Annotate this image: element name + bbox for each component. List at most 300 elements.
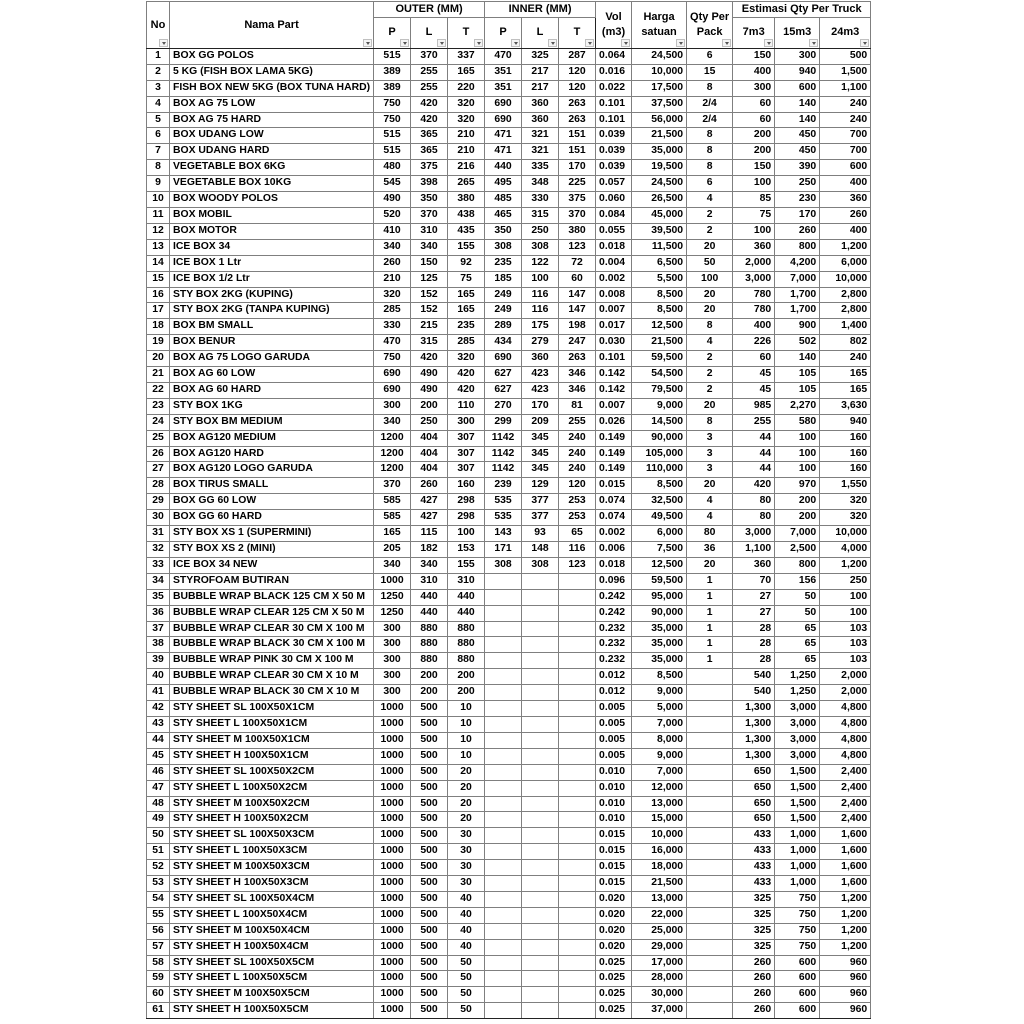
cell-outer-t[interactable]: 100 [448, 526, 485, 542]
cell-name[interactable]: ICE BOX 34 [170, 239, 374, 255]
cell-outer-p[interactable]: 585 [374, 510, 411, 526]
cell-price[interactable]: 29,000 [632, 939, 687, 955]
cell-inner-p[interactable]: 299 [485, 414, 522, 430]
cell-outer-l[interactable]: 500 [411, 939, 448, 955]
cell-qty-per-pack[interactable]: 4 [687, 335, 733, 351]
cell-vol[interactable]: 0.005 [596, 732, 632, 748]
cell-truck-7m3[interactable]: 325 [733, 891, 775, 907]
cell-inner-p[interactable] [485, 796, 522, 812]
cell-price[interactable]: 26,500 [632, 192, 687, 208]
cell-outer-l[interactable]: 420 [411, 112, 448, 128]
cell-truck-7m3[interactable]: 1,100 [733, 542, 775, 558]
cell-outer-l[interactable]: 152 [411, 287, 448, 303]
cell-truck-15m3[interactable]: 1,500 [775, 796, 820, 812]
filter-dropdown-icon[interactable] [511, 39, 520, 47]
cell-outer-l[interactable]: 880 [411, 637, 448, 653]
cell-truck-7m3[interactable]: 44 [733, 462, 775, 478]
cell-inner-l[interactable] [522, 780, 559, 796]
cell-inner-t[interactable] [559, 764, 596, 780]
cell-name[interactable]: BOX WOODY POLOS [170, 192, 374, 208]
cell-qty-per-pack[interactable]: 36 [687, 542, 733, 558]
cell-outer-p[interactable]: 490 [374, 192, 411, 208]
cell-name[interactable]: STY SHEET L 100X50X4CM [170, 907, 374, 923]
cell-inner-t[interactable] [559, 812, 596, 828]
cell-vol[interactable]: 0.015 [596, 876, 632, 892]
cell-outer-p[interactable]: 545 [374, 176, 411, 192]
cell-qty-per-pack[interactable] [687, 764, 733, 780]
cell-inner-l[interactable]: 360 [522, 351, 559, 367]
cell-inner-l[interactable] [522, 669, 559, 685]
cell-outer-l[interactable]: 215 [411, 319, 448, 335]
cell-name[interactable]: ICE BOX 1/2 Ltr [170, 271, 374, 287]
cell-truck-15m3[interactable]: 1,500 [775, 812, 820, 828]
cell-inner-t[interactable] [559, 971, 596, 987]
cell-outer-p[interactable]: 585 [374, 494, 411, 510]
cell-name[interactable]: VEGETABLE BOX 10KG [170, 176, 374, 192]
cell-inner-l[interactable]: 423 [522, 382, 559, 398]
cell-vol[interactable]: 0.232 [596, 637, 632, 653]
cell-inner-l[interactable] [522, 732, 559, 748]
cell-truck-15m3[interactable]: 140 [775, 96, 820, 112]
cell-inner-p[interactable]: 171 [485, 542, 522, 558]
cell-truck-24m3[interactable]: 320 [820, 510, 871, 526]
cell-price[interactable]: 18,000 [632, 860, 687, 876]
cell-inner-t[interactable] [559, 780, 596, 796]
cell-qty-per-pack[interactable] [687, 987, 733, 1003]
cell-inner-l[interactable]: 100 [522, 271, 559, 287]
cell-price[interactable]: 21,500 [632, 128, 687, 144]
cell-price[interactable]: 21,500 [632, 335, 687, 351]
cell-inner-t[interactable]: 287 [559, 48, 596, 64]
cell-inner-p[interactable] [485, 573, 522, 589]
cell-truck-24m3[interactable]: 1,600 [820, 860, 871, 876]
cell-truck-24m3[interactable]: 1,200 [820, 923, 871, 939]
cell-no[interactable]: 22 [147, 382, 170, 398]
cell-truck-24m3[interactable]: 103 [820, 653, 871, 669]
cell-inner-l[interactable]: 348 [522, 176, 559, 192]
cell-truck-24m3[interactable]: 400 [820, 223, 871, 239]
cell-vol[interactable]: 0.242 [596, 605, 632, 621]
table-row[interactable] [147, 192, 871, 208]
cell-inner-p[interactable]: 289 [485, 319, 522, 335]
cell-outer-l[interactable]: 490 [411, 382, 448, 398]
cell-price[interactable]: 13,000 [632, 796, 687, 812]
cell-truck-15m3[interactable]: 600 [775, 987, 820, 1003]
cell-qty-per-pack[interactable] [687, 971, 733, 987]
cell-outer-l[interactable]: 440 [411, 605, 448, 621]
cell-outer-t[interactable]: 307 [448, 462, 485, 478]
cell-truck-7m3[interactable]: 60 [733, 351, 775, 367]
cell-inner-p[interactable] [485, 605, 522, 621]
cell-truck-15m3[interactable]: 600 [775, 1003, 820, 1019]
cell-truck-24m3[interactable]: 4,800 [820, 701, 871, 717]
cell-inner-p[interactable] [485, 860, 522, 876]
cell-no[interactable]: 31 [147, 526, 170, 542]
cell-truck-7m3[interactable]: 400 [733, 64, 775, 80]
cell-truck-15m3[interactable]: 230 [775, 192, 820, 208]
cell-vol[interactable]: 0.015 [596, 478, 632, 494]
cell-truck-24m3[interactable]: 103 [820, 637, 871, 653]
cell-inner-t[interactable] [559, 844, 596, 860]
table-row[interactable] [147, 351, 871, 367]
cell-inner-p[interactable]: 143 [485, 526, 522, 542]
cell-no[interactable]: 3 [147, 80, 170, 96]
cell-truck-7m3[interactable]: 255 [733, 414, 775, 430]
cell-no[interactable]: 24 [147, 414, 170, 430]
cell-outer-t[interactable]: 50 [448, 987, 485, 1003]
cell-qty-per-pack[interactable]: 4 [687, 510, 733, 526]
cell-outer-l[interactable]: 500 [411, 876, 448, 892]
cell-truck-15m3[interactable]: 7,000 [775, 271, 820, 287]
cell-inner-l[interactable]: 345 [522, 462, 559, 478]
cell-qty-per-pack[interactable]: 8 [687, 414, 733, 430]
cell-price[interactable]: 35,000 [632, 621, 687, 637]
cell-outer-t[interactable]: 200 [448, 669, 485, 685]
cell-name[interactable]: STY BOX XS 1 (SUPERMINI) [170, 526, 374, 542]
cell-no[interactable]: 47 [147, 780, 170, 796]
cell-inner-p[interactable]: 485 [485, 192, 522, 208]
cell-price[interactable]: 10,000 [632, 64, 687, 80]
cell-outer-p[interactable]: 1000 [374, 876, 411, 892]
cell-vol[interactable]: 0.142 [596, 382, 632, 398]
cell-truck-15m3[interactable]: 105 [775, 382, 820, 398]
cell-qty-per-pack[interactable]: 2 [687, 223, 733, 239]
cell-vol[interactable]: 0.015 [596, 860, 632, 876]
cell-truck-15m3[interactable]: 1,250 [775, 669, 820, 685]
cell-name[interactable]: STY SHEET SL 100X50X2CM [170, 764, 374, 780]
cell-name[interactable]: BOX AG120 MEDIUM [170, 430, 374, 446]
cell-name[interactable]: STY SHEET L 100X50X3CM [170, 844, 374, 860]
cell-inner-p[interactable]: 235 [485, 255, 522, 271]
cell-name[interactable]: STY SHEET M 100X50X5CM [170, 987, 374, 1003]
cell-inner-t[interactable] [559, 653, 596, 669]
cell-truck-24m3[interactable]: 960 [820, 1003, 871, 1019]
cell-inner-l[interactable]: 116 [522, 303, 559, 319]
cell-name[interactable]: BUBBLE WRAP CLEAR 30 CM X 10 M [170, 669, 374, 685]
cell-price[interactable]: 35,000 [632, 637, 687, 653]
cell-qty-per-pack[interactable] [687, 955, 733, 971]
cell-inner-l[interactable] [522, 987, 559, 1003]
cell-truck-24m3[interactable]: 160 [820, 462, 871, 478]
cell-truck-15m3[interactable]: 1,000 [775, 876, 820, 892]
cell-truck-24m3[interactable]: 2,400 [820, 780, 871, 796]
cell-name[interactable]: BUBBLE WRAP BLACK 30 CM X 10 M [170, 685, 374, 701]
cell-inner-l[interactable]: 321 [522, 128, 559, 144]
cell-outer-t[interactable]: 20 [448, 796, 485, 812]
cell-truck-24m3[interactable]: 940 [820, 414, 871, 430]
cell-inner-t[interactable] [559, 589, 596, 605]
cell-no[interactable]: 35 [147, 589, 170, 605]
cell-truck-15m3[interactable]: 900 [775, 319, 820, 335]
cell-qty-per-pack[interactable]: 2 [687, 367, 733, 383]
cell-no[interactable]: 5 [147, 112, 170, 128]
cell-outer-p[interactable]: 1000 [374, 939, 411, 955]
cell-qty-per-pack[interactable]: 4 [687, 192, 733, 208]
cell-inner-p[interactable]: 690 [485, 351, 522, 367]
cell-inner-p[interactable] [485, 764, 522, 780]
cell-inner-p[interactable] [485, 971, 522, 987]
cell-truck-7m3[interactable]: 400 [733, 319, 775, 335]
cell-qty-per-pack[interactable]: 100 [687, 271, 733, 287]
cell-inner-p[interactable]: 308 [485, 239, 522, 255]
cell-truck-24m3[interactable]: 1,500 [820, 64, 871, 80]
cell-outer-t[interactable]: 155 [448, 239, 485, 255]
cell-inner-t[interactable] [559, 828, 596, 844]
cell-outer-p[interactable]: 300 [374, 637, 411, 653]
cell-no[interactable]: 49 [147, 812, 170, 828]
cell-outer-p[interactable]: 1000 [374, 828, 411, 844]
table-row[interactable] [147, 621, 871, 637]
table-row[interactable] [147, 287, 871, 303]
cell-outer-t[interactable]: 50 [448, 1003, 485, 1019]
cell-outer-t[interactable]: 210 [448, 128, 485, 144]
cell-qty-per-pack[interactable]: 8 [687, 160, 733, 176]
cell-outer-p[interactable]: 330 [374, 319, 411, 335]
cell-truck-15m3[interactable]: 4,200 [775, 255, 820, 271]
table-row[interactable] [147, 382, 871, 398]
cell-inner-t[interactable]: 116 [559, 542, 596, 558]
cell-truck-7m3[interactable]: 70 [733, 573, 775, 589]
cell-qty-per-pack[interactable]: 1 [687, 573, 733, 589]
cell-truck-7m3[interactable]: 325 [733, 907, 775, 923]
table-row[interactable] [147, 510, 871, 526]
cell-name[interactable]: STY SHEET M 100X50X2CM [170, 796, 374, 812]
cell-truck-15m3[interactable]: 260 [775, 223, 820, 239]
cell-inner-l[interactable]: 93 [522, 526, 559, 542]
cell-no[interactable]: 54 [147, 891, 170, 907]
cell-truck-7m3[interactable]: 260 [733, 971, 775, 987]
cell-vol[interactable]: 0.012 [596, 669, 632, 685]
cell-outer-l[interactable]: 500 [411, 907, 448, 923]
cell-inner-l[interactable]: 360 [522, 112, 559, 128]
cell-no[interactable]: 27 [147, 462, 170, 478]
cell-inner-p[interactable]: 434 [485, 335, 522, 351]
table-row[interactable] [147, 526, 871, 542]
cell-truck-7m3[interactable]: 260 [733, 1003, 775, 1019]
cell-truck-15m3[interactable]: 2,500 [775, 542, 820, 558]
cell-inner-l[interactable]: 377 [522, 510, 559, 526]
cell-truck-15m3[interactable]: 600 [775, 971, 820, 987]
cell-vol[interactable]: 0.232 [596, 653, 632, 669]
cell-truck-24m3[interactable]: 1,550 [820, 478, 871, 494]
cell-outer-p[interactable]: 750 [374, 351, 411, 367]
cell-outer-t[interactable]: 40 [448, 891, 485, 907]
cell-inner-t[interactable]: 247 [559, 335, 596, 351]
cell-truck-7m3[interactable]: 780 [733, 303, 775, 319]
cell-vol[interactable]: 0.022 [596, 80, 632, 96]
cell-truck-15m3[interactable]: 200 [775, 494, 820, 510]
cell-truck-15m3[interactable]: 170 [775, 207, 820, 223]
filter-dropdown-icon[interactable] [764, 39, 773, 47]
cell-outer-l[interactable]: 404 [411, 430, 448, 446]
cell-name[interactable]: BOX AG 60 HARD [170, 382, 374, 398]
cell-inner-p[interactable] [485, 748, 522, 764]
cell-outer-p[interactable]: 1000 [374, 780, 411, 796]
cell-qty-per-pack[interactable]: 3 [687, 462, 733, 478]
cell-name[interactable]: STY SHEET M 100X50X3CM [170, 860, 374, 876]
cell-inner-t[interactable]: 123 [559, 239, 596, 255]
cell-outer-p[interactable]: 1000 [374, 891, 411, 907]
cell-outer-p[interactable]: 300 [374, 653, 411, 669]
cell-inner-l[interactable] [522, 860, 559, 876]
cell-truck-15m3[interactable]: 750 [775, 891, 820, 907]
cell-no[interactable]: 12 [147, 223, 170, 239]
cell-price[interactable]: 17,000 [632, 955, 687, 971]
filter-dropdown-icon[interactable] [860, 39, 869, 47]
cell-qty-per-pack[interactable] [687, 812, 733, 828]
table-row[interactable] [147, 637, 871, 653]
cell-qty-per-pack[interactable] [687, 716, 733, 732]
cell-inner-t[interactable]: 120 [559, 80, 596, 96]
cell-outer-l[interactable]: 420 [411, 351, 448, 367]
cell-inner-l[interactable] [522, 796, 559, 812]
cell-truck-24m3[interactable]: 1,600 [820, 828, 871, 844]
cell-outer-t[interactable]: 298 [448, 510, 485, 526]
filter-dropdown-icon[interactable] [159, 39, 168, 47]
cell-truck-7m3[interactable]: 60 [733, 96, 775, 112]
cell-outer-l[interactable]: 260 [411, 478, 448, 494]
cell-truck-24m3[interactable]: 100 [820, 605, 871, 621]
table-row[interactable] [147, 542, 871, 558]
cell-outer-l[interactable]: 500 [411, 764, 448, 780]
cell-inner-t[interactable]: 120 [559, 478, 596, 494]
cell-price[interactable]: 7,500 [632, 542, 687, 558]
cell-inner-t[interactable] [559, 939, 596, 955]
cell-truck-7m3[interactable]: 27 [733, 589, 775, 605]
cell-outer-p[interactable]: 690 [374, 367, 411, 383]
table-row[interactable] [147, 748, 871, 764]
cell-outer-p[interactable]: 1000 [374, 748, 411, 764]
cell-price[interactable]: 22,000 [632, 907, 687, 923]
cell-no[interactable]: 29 [147, 494, 170, 510]
cell-no[interactable]: 46 [147, 764, 170, 780]
cell-no[interactable]: 61 [147, 1003, 170, 1019]
cell-price[interactable]: 15,000 [632, 812, 687, 828]
cell-price[interactable]: 5,500 [632, 271, 687, 287]
cell-truck-7m3[interactable]: 45 [733, 382, 775, 398]
cell-name[interactable]: BOX UDANG HARD [170, 144, 374, 160]
cell-truck-7m3[interactable]: 100 [733, 223, 775, 239]
filter-dropdown-icon[interactable] [722, 39, 731, 47]
cell-qty-per-pack[interactable]: 1 [687, 621, 733, 637]
cell-name[interactable]: BUBBLE WRAP BLACK 125 CM X 50 M [170, 589, 374, 605]
cell-vol[interactable]: 0.020 [596, 939, 632, 955]
cell-inner-l[interactable]: 377 [522, 494, 559, 510]
cell-price[interactable]: 11,500 [632, 239, 687, 255]
cell-outer-l[interactable]: 500 [411, 701, 448, 717]
cell-outer-t[interactable]: 30 [448, 828, 485, 844]
cell-outer-p[interactable]: 515 [374, 144, 411, 160]
cell-outer-p[interactable]: 1000 [374, 923, 411, 939]
cell-vol[interactable]: 0.007 [596, 398, 632, 414]
cell-truck-24m3[interactable]: 1,200 [820, 907, 871, 923]
cell-inner-t[interactable] [559, 748, 596, 764]
cell-name[interactable]: BOX AG120 LOGO GARUDA [170, 462, 374, 478]
cell-no[interactable]: 52 [147, 860, 170, 876]
table-row[interactable] [147, 732, 871, 748]
cell-name[interactable]: BOX BENUR [170, 335, 374, 351]
cell-vol[interactable]: 0.005 [596, 701, 632, 717]
cell-outer-t[interactable]: 30 [448, 860, 485, 876]
cell-name[interactable]: BUBBLE WRAP CLEAR 125 CM X 50 M [170, 605, 374, 621]
cell-no[interactable]: 45 [147, 748, 170, 764]
cell-truck-24m3[interactable]: 165 [820, 382, 871, 398]
cell-vol[interactable]: 0.010 [596, 812, 632, 828]
cell-name[interactable]: BOX AG 75 HARD [170, 112, 374, 128]
cell-inner-l[interactable] [522, 748, 559, 764]
cell-inner-t[interactable]: 240 [559, 430, 596, 446]
cell-outer-p[interactable]: 690 [374, 382, 411, 398]
cell-vol[interactable]: 0.012 [596, 685, 632, 701]
cell-price[interactable]: 7,000 [632, 764, 687, 780]
cell-vol[interactable]: 0.149 [596, 446, 632, 462]
cell-truck-15m3[interactable]: 2,270 [775, 398, 820, 414]
cell-truck-24m3[interactable]: 10,000 [820, 271, 871, 287]
cell-truck-24m3[interactable]: 250 [820, 573, 871, 589]
cell-outer-t[interactable]: 50 [448, 971, 485, 987]
cell-outer-p[interactable]: 1250 [374, 605, 411, 621]
cell-inner-l[interactable]: 308 [522, 239, 559, 255]
table-row[interactable] [147, 430, 871, 446]
cell-outer-t[interactable]: 20 [448, 812, 485, 828]
cell-vol[interactable]: 0.101 [596, 112, 632, 128]
cell-outer-t[interactable]: 440 [448, 589, 485, 605]
table-row[interactable] [147, 716, 871, 732]
cell-price[interactable]: 25,000 [632, 923, 687, 939]
table-row[interactable] [147, 876, 871, 892]
cell-truck-15m3[interactable]: 502 [775, 335, 820, 351]
cell-qty-per-pack[interactable] [687, 923, 733, 939]
cell-qty-per-pack[interactable] [687, 685, 733, 701]
cell-price[interactable]: 30,000 [632, 987, 687, 1003]
cell-inner-p[interactable]: 627 [485, 367, 522, 383]
cell-outer-t[interactable]: 10 [448, 732, 485, 748]
cell-outer-t[interactable]: 165 [448, 287, 485, 303]
cell-outer-l[interactable]: 500 [411, 860, 448, 876]
cell-truck-24m3[interactable]: 500 [820, 48, 871, 64]
cell-truck-7m3[interactable]: 44 [733, 430, 775, 446]
cell-outer-p[interactable]: 1200 [374, 462, 411, 478]
cell-inner-l[interactable]: 175 [522, 319, 559, 335]
cell-price[interactable]: 9,000 [632, 748, 687, 764]
table-row[interactable] [147, 478, 871, 494]
cell-inner-p[interactable] [485, 812, 522, 828]
cell-price[interactable]: 9,000 [632, 398, 687, 414]
table-row[interactable] [147, 557, 871, 573]
cell-name[interactable]: BUBBLE WRAP PINK 30 CM X 100 M [170, 653, 374, 669]
cell-outer-l[interactable]: 125 [411, 271, 448, 287]
cell-inner-t[interactable]: 263 [559, 96, 596, 112]
cell-inner-p[interactable]: 627 [485, 382, 522, 398]
cell-qty-per-pack[interactable] [687, 780, 733, 796]
cell-no[interactable]: 44 [147, 732, 170, 748]
cell-outer-t[interactable]: 420 [448, 382, 485, 398]
cell-truck-15m3[interactable]: 600 [775, 955, 820, 971]
cell-inner-p[interactable] [485, 828, 522, 844]
cell-vol[interactable]: 0.242 [596, 589, 632, 605]
cell-inner-t[interactable]: 198 [559, 319, 596, 335]
table-row[interactable] [147, 494, 871, 510]
cell-inner-p[interactable]: 535 [485, 510, 522, 526]
cell-truck-15m3[interactable]: 750 [775, 907, 820, 923]
cell-inner-t[interactable]: 240 [559, 446, 596, 462]
cell-no[interactable]: 32 [147, 542, 170, 558]
cell-truck-24m3[interactable]: 1,200 [820, 239, 871, 255]
cell-price[interactable]: 54,500 [632, 367, 687, 383]
cell-truck-24m3[interactable]: 160 [820, 446, 871, 462]
cell-qty-per-pack[interactable] [687, 860, 733, 876]
cell-truck-7m3[interactable]: 80 [733, 494, 775, 510]
